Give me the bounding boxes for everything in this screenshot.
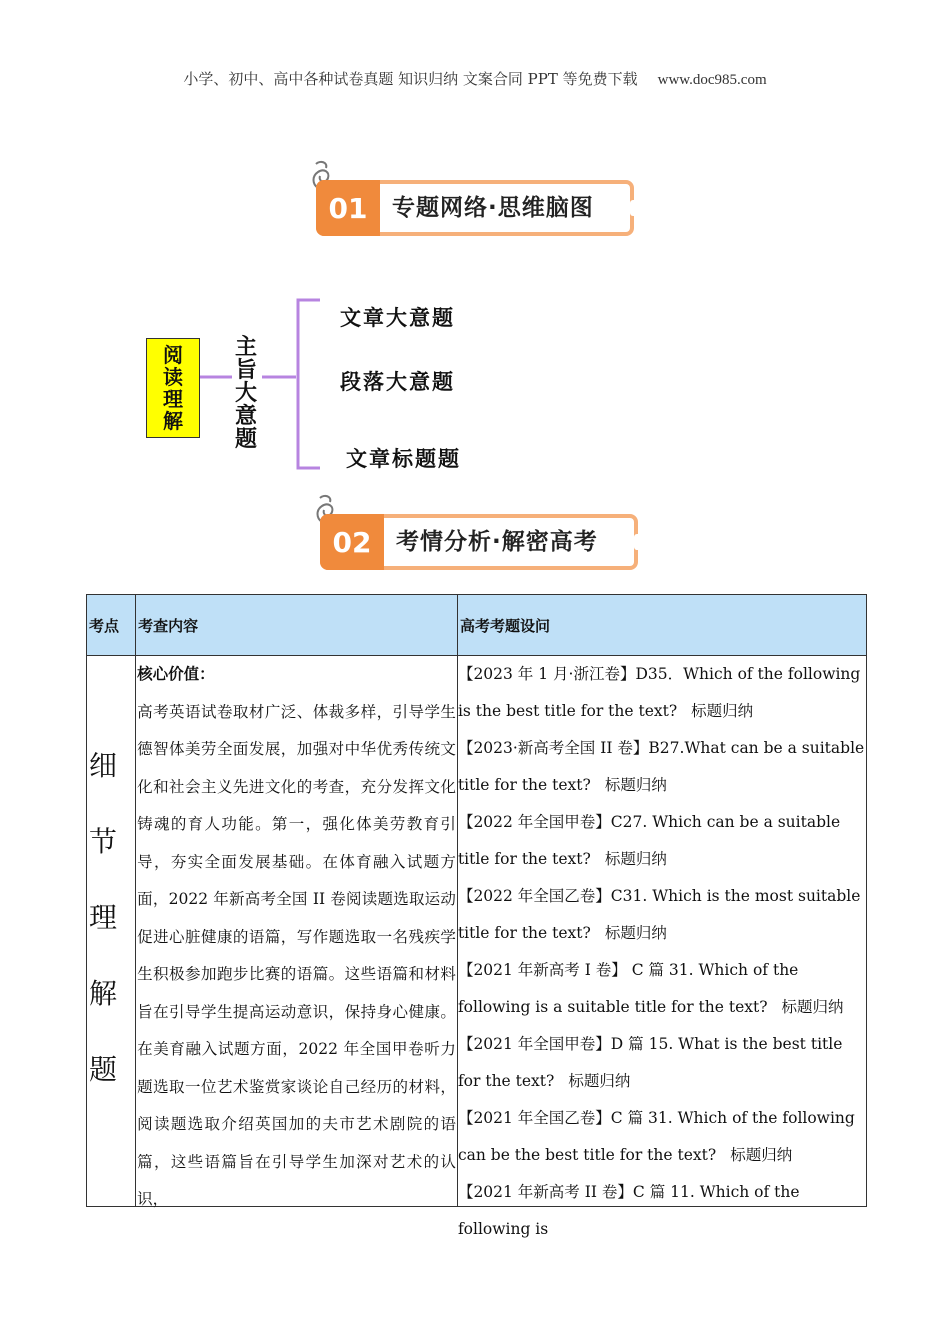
- question-tag: 标题归纳: [691, 702, 754, 720]
- question-item: [458, 656, 866, 730]
- root-char: 解: [163, 409, 183, 433]
- question-item: [458, 1026, 866, 1100]
- table-header-row: [87, 595, 867, 656]
- column-header: 高考考题设问: [457, 595, 866, 656]
- topic-char: 题: [89, 1053, 118, 1086]
- topic-char: 理: [89, 901, 118, 934]
- header-text: 小学、初中、高中各种试卷真题 知识归纳 文案合同 PPT 等免费下载: [183, 70, 638, 88]
- mindmap-mid: [230, 336, 262, 451]
- column-header: 考点: [87, 595, 136, 656]
- mid-char: 题: [234, 427, 257, 452]
- topic-char: 节: [89, 825, 118, 858]
- mindmap-lines: [0, 0, 950, 600]
- question-item: [458, 730, 866, 804]
- question-text: 【2022 年全国乙卷】C31. Which is the most suitable title for the text?: [457, 887, 861, 942]
- question-text: 【2021 年全国乙卷】C 篇 31. Which of the following can be the best title for the text?: [457, 1109, 855, 1164]
- section-banner-2: [320, 514, 638, 570]
- question-text: 【2021 年全国甲卷】D 篇 15. What is the best title for the text?: [457, 1035, 843, 1090]
- exam-analysis-table: [86, 594, 867, 1238]
- table-row: [87, 656, 867, 1207]
- content-lead: 核心价值：: [137, 665, 215, 683]
- mindmap-leaf: 段落大意题: [340, 370, 455, 394]
- column-header: 考查内容: [136, 595, 458, 656]
- topic-char: 细: [89, 749, 118, 782]
- topic-cell: [87, 656, 136, 1207]
- mid-char: 旨: [234, 358, 257, 383]
- content-body: 高考英语试卷取材广泛、体裁多样，引导学生德智体美劳全面发展，加强对中华优秀传统文化和社会主义先进文化的考查，充分发挥文化铸魂的育人功能。第一，强化体美劳教育引导，夯实全面发展基础。在体育融入试题方面，2022 年新高考全国 II 卷阅读题选取运动促进心脏健康的语篇，写作题选取一名残疾学生积极参加跑步比赛的语篇。这些语篇和材料旨在引导学生提高运动意识，保持身心健康。在美育融入试题方面，2022 年全国甲卷听力题选取一位艺术鉴赏家谈论自己经历的材料，阅读题选取介绍英国加的夫市艺术剧院的语篇，这些语篇旨在引导学生加深对艺术的认识，: [137, 702, 456, 1208]
- topic-char: 解: [89, 977, 118, 1010]
- question-tag: 标题归纳: [604, 924, 667, 942]
- section-number: 01: [316, 180, 380, 236]
- header-site[interactable]: www.doc985.com: [657, 72, 767, 88]
- mid-char: 主: [234, 335, 257, 360]
- section-title: 专题网络·思维脑图: [392, 195, 594, 221]
- question-list: [457, 656, 866, 1238]
- mid-char: 意: [234, 404, 257, 429]
- mindmap-root: [146, 338, 200, 438]
- mindmap-leaf: 文章标题题: [346, 447, 461, 471]
- question-item: [458, 878, 866, 952]
- question-item: [458, 1100, 866, 1174]
- mindmap-leaf: 文章大意题: [340, 306, 455, 330]
- root-char: 理: [163, 387, 183, 411]
- question-tag: 标题归纳: [730, 1146, 793, 1164]
- question-item: [458, 952, 866, 1026]
- mid-char: 大: [234, 381, 257, 406]
- section-number: 02: [320, 514, 384, 570]
- content-cell: [136, 656, 458, 1207]
- question-item: [458, 804, 866, 878]
- question-text: 【2021 年新高考 II 卷】C 篇 11. Which of the following is: [457, 1183, 800, 1238]
- questions-cell: [457, 656, 866, 1238]
- question-text: 【2023·新高考全国 II 卷】B27.What can be a suitable title for the text?: [457, 739, 865, 794]
- root-char: 阅: [163, 343, 183, 367]
- question-tag: 标题归纳: [604, 850, 667, 868]
- question-item: [458, 1174, 866, 1248]
- question-text: 【2022 年全国甲卷】C27. Which can be a suitable title for the text?: [457, 813, 841, 868]
- question-tag: 标题归纳: [568, 1072, 631, 1090]
- question-tag: 标题归纳: [781, 998, 844, 1016]
- question-text: 【2021 年新高考 I 卷】 C 篇 31. Which of the following is a suitable title for the text?: [457, 961, 799, 1016]
- question-tag: 标题归纳: [604, 776, 667, 794]
- section-title: 考情分析·解密高考: [396, 529, 598, 555]
- question-text: 【2023 年 1 月·浙江卷】D35．Which of the following is the best title for the text?: [457, 665, 861, 720]
- banner-notch: [634, 534, 644, 550]
- root-char: 读: [163, 365, 183, 389]
